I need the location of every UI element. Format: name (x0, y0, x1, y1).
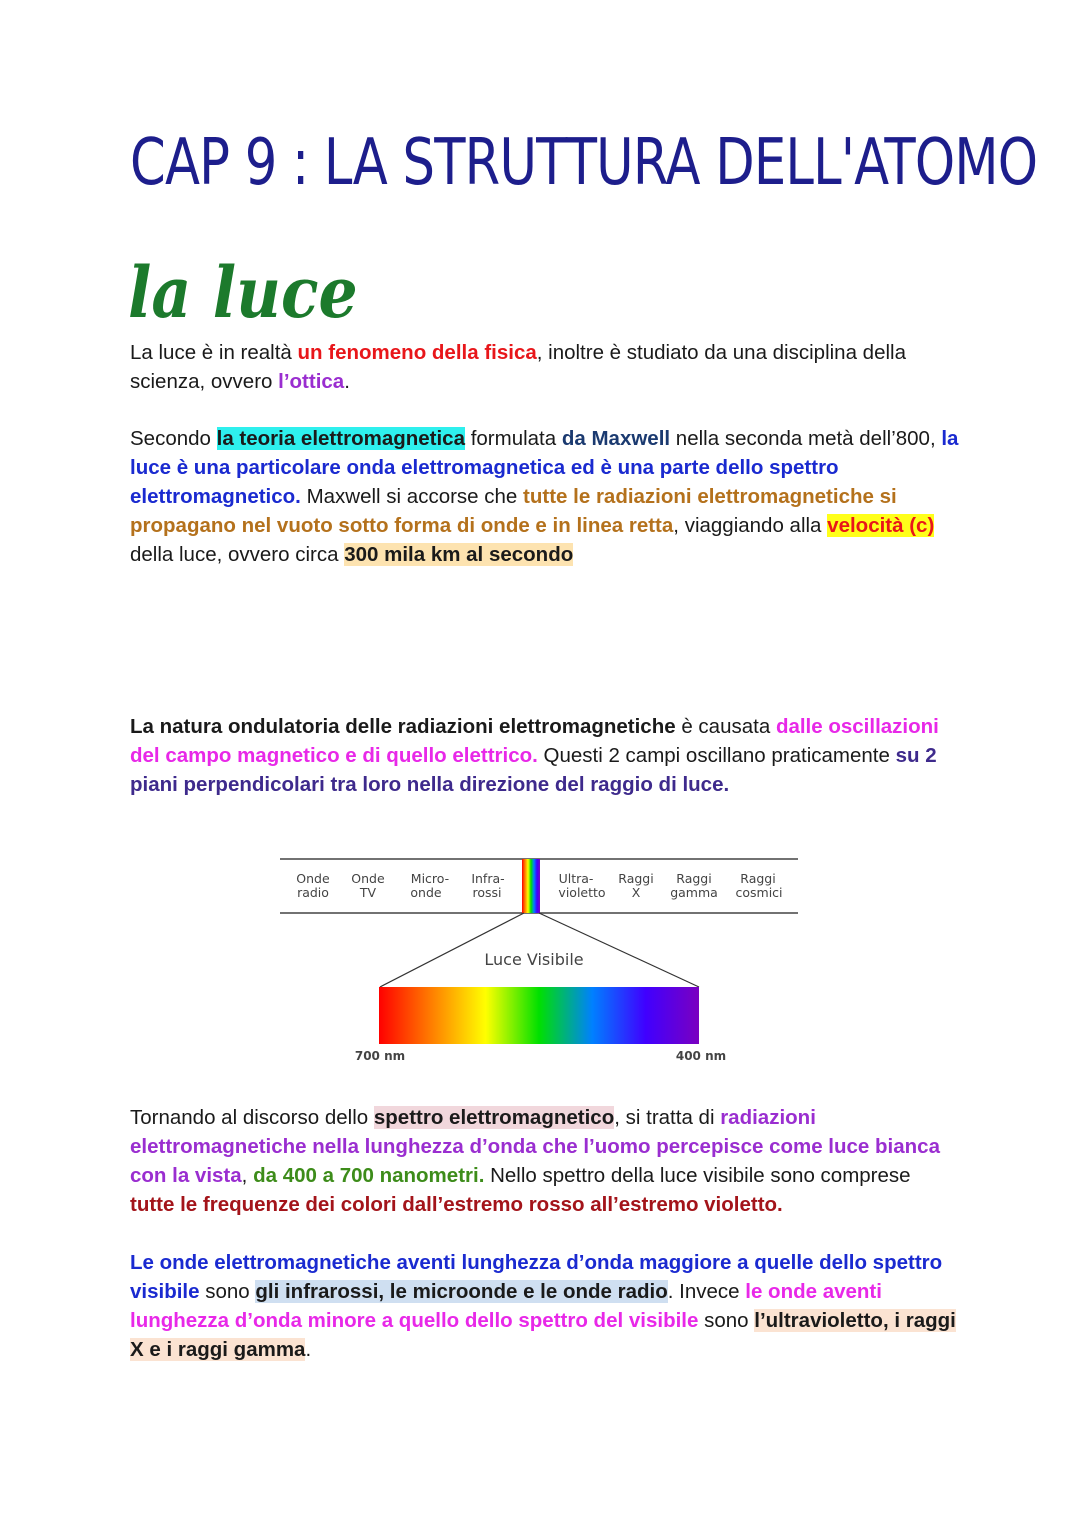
text: Questi 2 campi oscillano praticamente (537, 744, 896, 767)
text-highlight: velocità (c) (827, 514, 935, 537)
label-400nm: 400 nm (675, 1049, 727, 1063)
text: sono (698, 1309, 755, 1332)
text: , (241, 1164, 254, 1187)
visible-band (522, 859, 540, 913)
text-highlight: Le onde elettromagnetiche aventi lunghezza d’onda maggiore a quelle dello spettro visibile (130, 1251, 943, 1303)
text-highlight: tutte le frequenze dei colori dall’estremo rosso all’estremo violetto. (130, 1193, 783, 1216)
label-raggi-cosmici-1: Raggi (740, 871, 776, 886)
label-ultravioletto-1: Ultra- (558, 871, 594, 886)
label-infrarossi-1: Infra- (471, 871, 505, 886)
paragraph-oscillation (130, 712, 960, 799)
text: sono (199, 1280, 256, 1303)
text-highlight: La natura ondulatoria delle radiazioni elettromagnetiche (130, 715, 676, 738)
text-highlight: su 2 piani perpendicolari tra loro nella direzione del raggio di luce. (130, 744, 937, 796)
text: Tornando al discorso dello (130, 1106, 374, 1129)
text-highlight: 300 mila km al secondo (344, 543, 574, 566)
label-700nm: 700 nm (354, 1049, 406, 1063)
text: formulata (465, 427, 562, 450)
label-onde-radio-2: radio (297, 885, 329, 900)
text: è causata (675, 715, 776, 738)
text: , si tratta di (614, 1106, 721, 1129)
text-highlight: l’ottica (278, 370, 345, 393)
paragraph-visible-spectrum (130, 1103, 960, 1219)
text: La luce è in realtà (130, 341, 298, 364)
label-onde-radio-1: Onde (296, 871, 330, 886)
paragraph-maxwell (130, 424, 960, 569)
text-highlight: la luce è una particolare onda elettromagnetica ed è una parte dello spettro elettromagnetico. (130, 427, 959, 508)
text: Nello spettro della luce visibile sono comprese (484, 1164, 911, 1187)
spectrum-diagram (280, 852, 800, 1072)
text-highlight: da 400 a 700 nanometri. (253, 1164, 485, 1187)
text-highlight: un fenomeno della fisica (297, 341, 537, 364)
text: Secondo (130, 427, 217, 450)
text: Maxwell si accorse che (300, 485, 524, 508)
text-highlight: da Maxwell (561, 427, 671, 450)
text: , inoltre è studiato da una disciplina della scienza, ovvero (130, 341, 906, 393)
text-highlight: le onde aventi lunghezza d’onda minore a quello dello spettro del visibile (130, 1280, 882, 1332)
label-raggi-gamma-1: Raggi (676, 871, 712, 886)
page-title: CAP 9 : LA STRUTTURA DELL'ATOMO (130, 126, 1038, 200)
text-highlight: gli infrarossi, le microonde e le onde radio (255, 1280, 668, 1303)
label-microonde-2: onde (410, 885, 442, 900)
text-highlight: la teoria elettromagnetica (216, 427, 465, 450)
paragraph-intro (130, 338, 960, 396)
visible-light-label: Luce Visibile (484, 950, 584, 969)
label-ultravioletto-2: violetto (558, 885, 606, 900)
text: . (344, 370, 350, 393)
text: nella seconda metà dell’800, (670, 427, 942, 450)
label-raggi-x-2: X (631, 885, 641, 900)
text-highlight: dalle oscillazioni del campo magnetico e di quello elettrico. (130, 715, 939, 767)
text: , viaggiando alla (673, 514, 828, 537)
label-microonde-1: Micro- (410, 871, 450, 886)
text-highlight: spettro elettromagnetico (373, 1106, 615, 1129)
text-highlight: tutte le radiazioni elettromagnetiche si propagano nel vuoto sotto forma di onde e in linea retta (130, 485, 897, 537)
paragraph-wavelengths (130, 1248, 960, 1364)
text: . (305, 1338, 312, 1361)
label-raggi-x-1: Raggi (618, 871, 654, 886)
text-highlight: radiazioni elettromagnetiche nella lunghezza d’onda che l’uomo percepisce come luce bianca con la vista (130, 1106, 940, 1187)
text: . Invece (667, 1280, 746, 1303)
text-highlight: l’ultravioletto, i raggi X e i raggi gamma (130, 1309, 956, 1361)
label-onde-tv-2: TV (359, 885, 377, 900)
section-title: la luce (128, 251, 358, 334)
label-onde-tv-1: Onde (351, 871, 385, 886)
label-raggi-gamma-2: gamma (670, 885, 718, 900)
text: della luce, ovvero circa (130, 543, 345, 566)
visible-spectrum-bar (379, 987, 699, 1044)
label-raggi-cosmici-2: cosmici (735, 885, 783, 900)
label-infrarossi-2: rossi (472, 885, 502, 900)
